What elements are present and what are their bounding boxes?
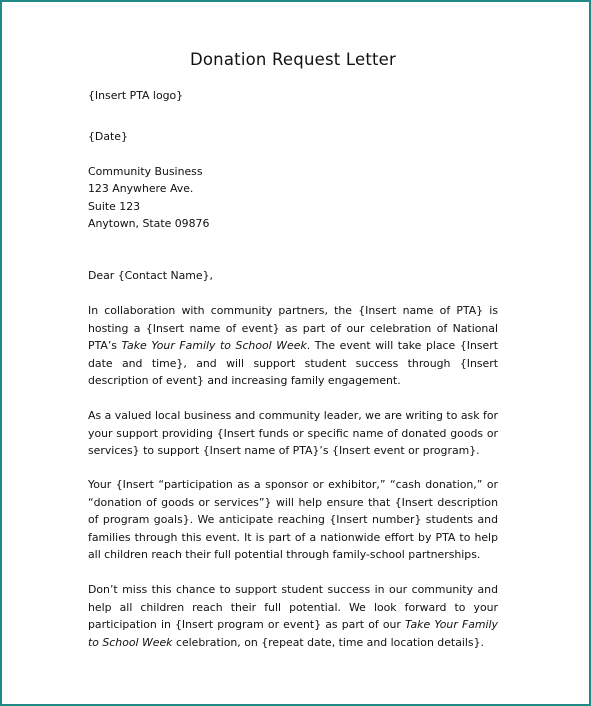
- paragraph-4-text-b: celebration, on {repeat date, time and location details}.: [172, 635, 484, 649]
- paragraph-1-text-a: In collaboration with community partners, the {Insert name of PTA} is hosting a {Insert name of event} as part of our celebration of National PTA’s: [88, 304, 498, 352]
- date-placeholder: {Date}: [88, 130, 128, 143]
- paragraph-1-text-b: . The event will take place {Insert date and time}, and will support student success through {Insert description of event} and increasing family engagement.: [88, 339, 498, 387]
- paragraph-4-event-name: Take Your Family to School Week: [88, 618, 498, 649]
- logo-placeholder: {Insert PTA logo}: [88, 89, 184, 102]
- letter-title: Donation Request Letter: [189, 50, 397, 69]
- paragraph-2: As a valued local business and community leader, we are writing to ask for your support providing {Insert funds or specific name of donated goods or services} to support {Insert name of PTA}’s {Insert event or program}.: [88, 409, 498, 457]
- recipient-city: Anytown, State 09876: [88, 217, 210, 230]
- recipient-suite: Suite 123: [88, 200, 141, 213]
- paragraph-1: [88, 302, 498, 390]
- paragraph-4: [88, 581, 498, 651]
- paragraph-1-event-name: Take Your Family to School Week: [121, 339, 307, 352]
- paragraph-3: Your {Insert “participation as a sponsor or exhibitor,” “cash donation,” or “donation of goods or services”} will help ensure that {Insert description of program goals}. We anticipate reaching {Insert number} students and families through this event. It is part of a nationwide effort by PTA to help all children reach their full potential through family-school partnerships.: [88, 478, 498, 561]
- salutation: Dear {Contact Name},: [88, 269, 213, 282]
- recipient-street: 123 Anywhere Ave.: [88, 182, 194, 195]
- recipient-name: Community Business: [88, 165, 203, 178]
- paragraph-4-text-a: Don’t miss this chance to support student success in our community and help all children reach their full potential. We look forward to your participation in {Insert program or event} as part of our: [88, 583, 498, 631]
